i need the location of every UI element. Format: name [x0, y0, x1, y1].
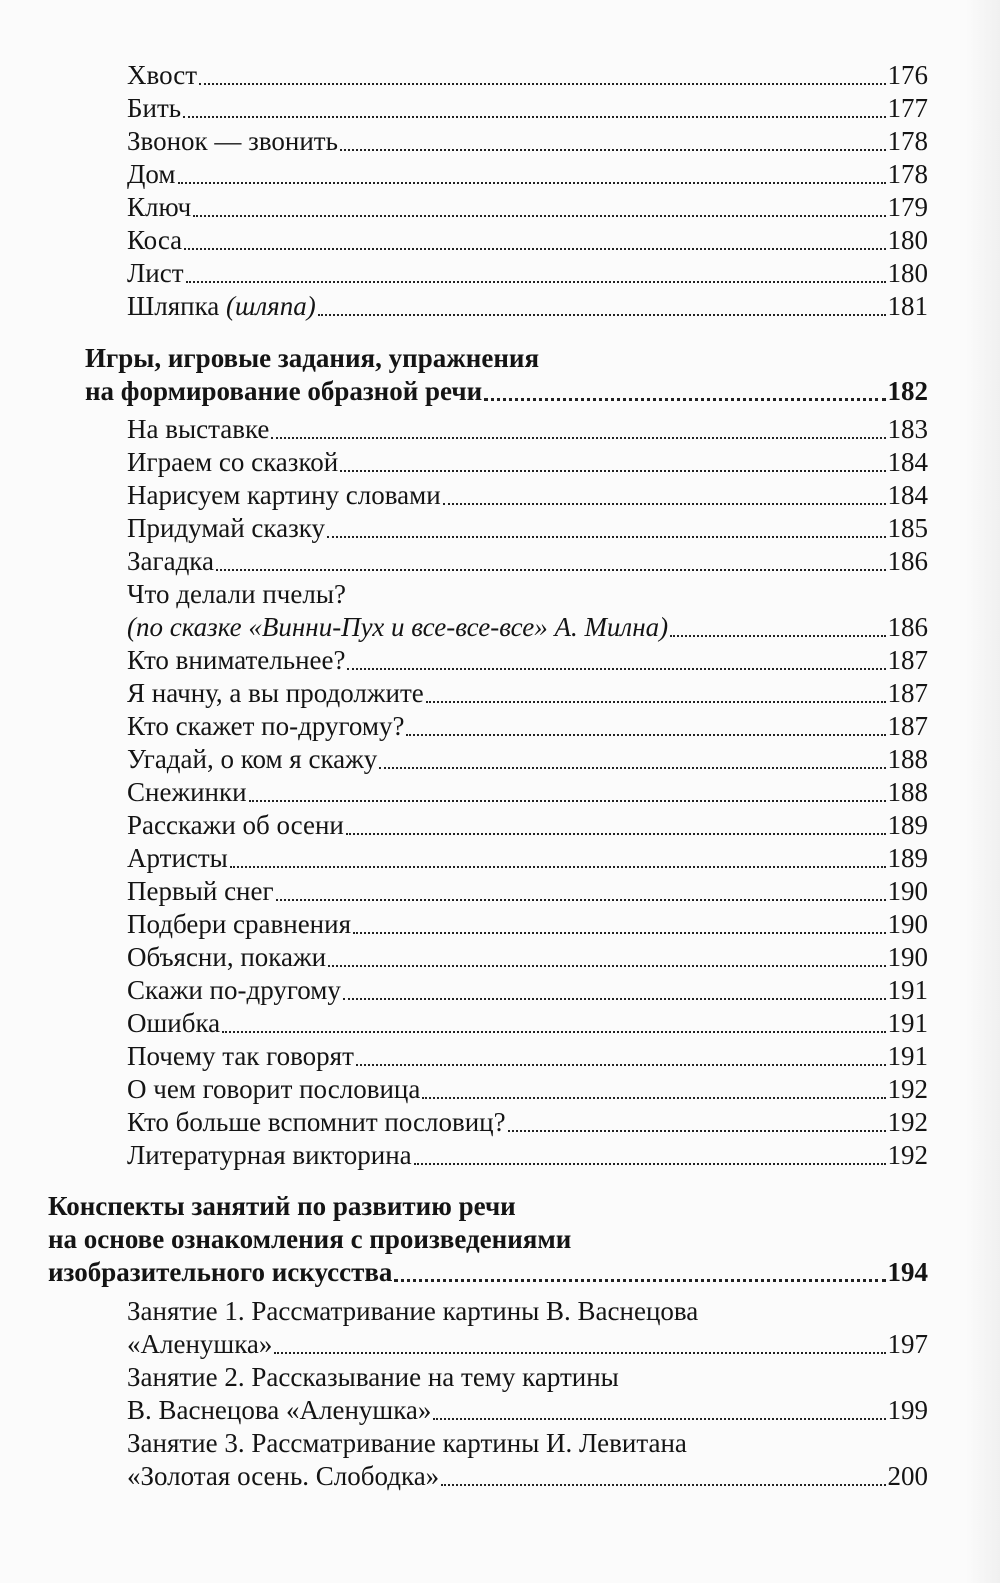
toc-entry[interactable] — [127, 677, 928, 710]
toc-entry-title: Кто больше вспомнит пословиц? — [127, 1107, 506, 1137]
toc-entry[interactable] — [127, 1394, 928, 1427]
section-heading-title: на основе ознакомления с произведениями — [48, 1224, 572, 1254]
toc-entry-title: (по сказке «Винни-Пух и все-все-все» А. Милна) — [127, 612, 669, 642]
toc-entry-title: Загадка — [127, 546, 214, 576]
toc-entry[interactable] — [127, 842, 928, 875]
toc-entry[interactable] — [127, 413, 928, 446]
toc-entry-page: 189 — [887, 843, 928, 873]
dot-leader — [670, 635, 885, 637]
toc-entry-title: Лист — [127, 258, 184, 288]
dot-leader — [340, 149, 886, 151]
toc-entry[interactable] — [127, 257, 928, 290]
dot-leader — [249, 800, 886, 802]
toc-entry-page: 192 — [887, 1074, 928, 1104]
toc-entry[interactable] — [127, 776, 928, 809]
dot-leader — [183, 116, 885, 118]
dot-leader — [426, 701, 886, 703]
toc-entry-page: 192 — [887, 1140, 928, 1170]
toc-entry-page: 179 — [887, 192, 928, 222]
toc-entry-page: 188 — [887, 744, 928, 774]
toc-entry[interactable] — [127, 1139, 928, 1172]
dot-leader — [193, 215, 885, 217]
dot-leader — [353, 932, 886, 934]
toc-entry-page: 180 — [887, 258, 928, 288]
toc-entry[interactable] — [127, 875, 928, 908]
dot-leader — [422, 1097, 885, 1099]
toc-entry-page: 191 — [887, 1041, 928, 1071]
toc-entry[interactable] — [127, 446, 928, 479]
dot-leader — [276, 899, 886, 901]
toc-entry[interactable] — [127, 1295, 928, 1328]
toc-entry[interactable] — [127, 1427, 928, 1460]
toc-entry-page: 177 — [887, 93, 928, 123]
section-heading-title: на формирование образной речи — [85, 376, 483, 406]
dot-leader — [178, 182, 886, 184]
toc-entry-page: 190 — [887, 876, 928, 906]
dot-leader — [328, 965, 885, 967]
dot-leader — [230, 866, 886, 868]
toc-entry[interactable] — [127, 941, 928, 974]
dot-leader — [394, 1279, 885, 1282]
toc-entry-title: Бить — [127, 93, 182, 123]
toc-entry[interactable] — [127, 743, 928, 776]
toc-entry-page: 191 — [887, 975, 928, 1005]
section-heading-title: изобразительного искусства — [48, 1257, 393, 1287]
toc-entry-title: Коса — [127, 225, 183, 255]
toc-entry-title: Снежинки — [127, 777, 247, 807]
toc-entry-title: Расскажи об осени — [127, 810, 344, 840]
toc-entry-title: Литературная викторина — [127, 1140, 412, 1170]
toc-entry-page: 197 — [887, 1329, 928, 1359]
toc-entry-page: 178 — [887, 126, 928, 156]
toc-entry[interactable] — [127, 908, 928, 941]
toc-entry-title: В. Васнецова «Аленушка» — [127, 1395, 432, 1425]
dot-leader — [184, 248, 885, 250]
dot-leader — [216, 569, 886, 571]
toc-entry-title: «Золотая осень. Слободка» — [127, 1461, 440, 1491]
dot-leader — [343, 998, 886, 1000]
toc-entry-page: 200 — [887, 1461, 928, 1491]
toc-entry[interactable] — [127, 290, 928, 323]
toc-entry-page: 189 — [887, 810, 928, 840]
dot-leader — [346, 833, 886, 835]
section-heading-title: Конспекты занятий по развитию речи — [48, 1191, 516, 1221]
toc-entry[interactable] — [127, 191, 928, 224]
toc-entry-title: Занятие 3. Рассматривание картины И. Левитана — [127, 1428, 687, 1458]
toc-entry-page: 181 — [887, 291, 928, 321]
section-heading-page: 182 — [887, 376, 928, 406]
toc-entry[interactable] — [127, 1361, 928, 1394]
toc-entry-page: 187 — [887, 711, 928, 741]
toc-entry-page: 183 — [887, 414, 928, 444]
toc-entry-title: Ключ — [127, 192, 192, 222]
toc-entry-page: 184 — [887, 447, 928, 477]
page-edge-shadow — [966, 0, 1000, 1583]
toc-entry-page: 190 — [887, 942, 928, 972]
dot-leader — [340, 470, 885, 472]
toc-entry-title: О чем говорит пословица — [127, 1074, 421, 1104]
toc-entry-title: Занятие 2. Рассказывание на тему картины — [127, 1362, 619, 1392]
section-heading[interactable] — [48, 1256, 928, 1289]
toc-entry[interactable] — [127, 1106, 928, 1139]
dot-leader — [379, 767, 885, 769]
toc-entry-title: На выставке — [127, 414, 270, 444]
toc-entry-title: Дом — [127, 159, 176, 189]
toc-entry[interactable] — [127, 545, 928, 578]
toc-entry-title: Объясни, покажи — [127, 942, 327, 972]
toc-entry-page: 186 — [887, 612, 928, 642]
toc-entry[interactable] — [127, 1007, 928, 1040]
toc-entry[interactable] — [127, 92, 928, 125]
toc-entry-title: Играем со сказкой — [127, 447, 339, 477]
toc-entry[interactable] — [127, 1073, 928, 1106]
toc-entry-title: Придумай сказку — [127, 513, 325, 543]
toc-entry-title: Что делали пчелы? — [127, 579, 346, 609]
dot-leader — [347, 668, 885, 670]
dot-leader — [274, 1352, 885, 1354]
toc-entry-title: Звонок — звонить — [127, 126, 338, 156]
toc-entry-page: 192 — [887, 1107, 928, 1137]
toc-entry-title: Подбери сравнения — [127, 909, 351, 939]
toc-entry-page: 186 — [887, 546, 928, 576]
toc-entry-page: 187 — [887, 645, 928, 675]
toc-entry-page: 185 — [887, 513, 928, 543]
toc-entry-title: Почему так говорят — [127, 1041, 354, 1071]
section-heading[interactable] — [85, 375, 928, 408]
toc-entry[interactable] — [127, 1040, 928, 1073]
section-heading-title: Игры, игровые задания, упражнения — [85, 343, 540, 373]
toc-entry-page: 191 — [887, 1008, 928, 1038]
toc-entry-title: Нарисуем картину словами — [127, 480, 441, 510]
section-heading-page: 194 — [887, 1257, 928, 1287]
toc-entry-title: Занятие 1. Рассматривание картины В. Васнецова — [127, 1296, 699, 1326]
dot-leader — [199, 83, 885, 85]
toc-entry-title: Хвост — [127, 60, 198, 90]
dot-leader — [406, 734, 885, 736]
toc-entry[interactable] — [127, 809, 928, 842]
toc-entry-page: 180 — [887, 225, 928, 255]
toc-entry-page: 178 — [887, 159, 928, 189]
toc-entry[interactable] — [127, 578, 928, 611]
toc-entry[interactable] — [127, 974, 928, 1007]
dot-leader — [327, 536, 886, 538]
dot-leader — [271, 437, 885, 439]
toc-entry-title: Артисты — [127, 843, 228, 873]
section-heading[interactable] — [85, 342, 928, 375]
toc-entry[interactable] — [127, 59, 928, 92]
toc-entry-page: 187 — [887, 678, 928, 708]
toc-entry-title: Скажи по-другому — [127, 975, 341, 1005]
toc-entry[interactable] — [127, 644, 928, 677]
toc-entry-title: Ошибка — [127, 1008, 221, 1038]
toc-entry-title: Угадай, о ком я скажу — [127, 744, 378, 774]
toc-entry[interactable] — [127, 158, 928, 191]
toc-entry-title: Кто внимательнее? — [127, 645, 346, 675]
dot-leader — [433, 1418, 885, 1420]
dot-leader — [443, 503, 886, 505]
dot-leader — [186, 281, 886, 283]
dot-leader — [441, 1484, 885, 1486]
toc-entry-title: Первый снег — [127, 876, 274, 906]
toc-entry-title: Я начну, а вы продолжите — [127, 678, 424, 708]
toc-entry[interactable] — [127, 710, 928, 743]
toc-entry-title: Шляпка (шляпа) — [127, 291, 316, 321]
toc-entry[interactable] — [127, 125, 928, 158]
toc-entry[interactable] — [127, 611, 928, 644]
dot-leader — [318, 314, 886, 316]
dot-leader — [222, 1031, 885, 1033]
dot-leader — [414, 1163, 886, 1165]
toc-entry[interactable] — [127, 224, 928, 257]
toc-entry-page: 188 — [887, 777, 928, 807]
toc-entry-title: Кто скажет по-другому? — [127, 711, 405, 741]
section-heading[interactable] — [48, 1223, 928, 1256]
dot-leader — [508, 1130, 886, 1132]
toc-entry[interactable] — [127, 1328, 928, 1361]
toc-entry[interactable] — [127, 1460, 928, 1493]
dot-leader — [356, 1064, 886, 1066]
toc-entry-page: 184 — [887, 480, 928, 510]
toc-entry-title: «Аленушка» — [127, 1329, 273, 1359]
toc-entry-page: 199 — [887, 1395, 928, 1425]
section-heading[interactable] — [48, 1190, 928, 1223]
toc-entry-page: 190 — [887, 909, 928, 939]
toc-entry[interactable] — [127, 512, 928, 545]
dot-leader — [484, 398, 885, 401]
toc-entry-page: 176 — [887, 60, 928, 90]
toc-entry[interactable] — [127, 479, 928, 512]
